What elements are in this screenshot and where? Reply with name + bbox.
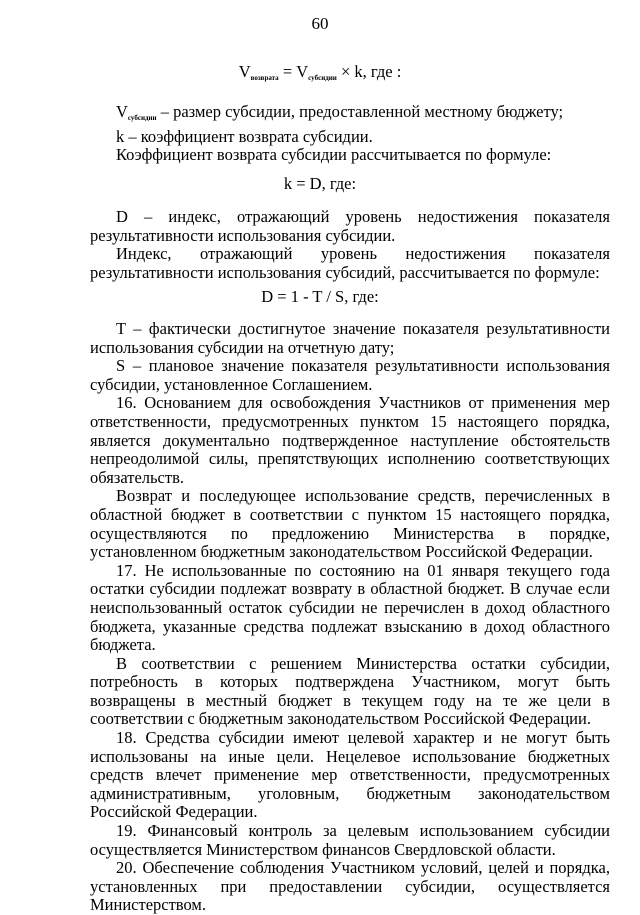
- definitions-block-1: [90, 103, 610, 165]
- definitions-block-2: [90, 208, 610, 282]
- paragraph-19: 19. Финансовый контроль за целевым использованием субсидии осуществляется Министерством финансов Свердловской области.: [90, 821, 610, 859]
- formula-v: V: [238, 62, 251, 81]
- formula-sub-return: возврата: [250, 74, 279, 82]
- def-v-letter: V: [116, 102, 128, 121]
- formula-tail: × k, где :: [336, 62, 402, 81]
- paragraph-20: 20. Обеспечение соблюдения Участником условий, целей и порядка, установленных при предоставлении субсидии, осуществляется Министерством.: [90, 858, 610, 915]
- paragraph-17: 17. Не использованные по состоянию на 01 января текущего года остатки субсидии подлежат возврату в областной бюджет. В случае если неиспользованный остаток субсидии не перечислен в доход областного бюджета, указанные средства подлежат взысканию в доход областного бюджета.: [90, 560, 610, 655]
- main-text-block: [90, 320, 610, 915]
- paragraph-18: 18. Средства субсидии имеют целевой характер и не могут быть использованы на иные цели. Нецелевое использование бюджетных средств влечет применение мер ответственности, предусмотренных административным, уголовным, бюджетным законодательством Российской Федерации.: [90, 728, 610, 822]
- formula-d: D = 1 - T / S, где:: [261, 287, 379, 306]
- def-v-sub: субсидии: [127, 114, 157, 122]
- definition-s: S – плановое значение показателя результативности использования субсидии, установленное Соглашением.: [90, 356, 610, 394]
- formula-sub-subsidy: субсидии: [308, 74, 337, 82]
- definition-t: T – фактически достигнутое значение показателя результативности использования субсидии на отчетную дату;: [90, 319, 610, 357]
- definition-k: k – коэффициент возврата субсидии.: [116, 126, 373, 146]
- k-formula-intro: Коэффициент возврата субсидии рассчитывается по формуле:: [116, 145, 552, 165]
- paragraph-16: 16. Основанием для освобождения Участников от применения мер ответственности, предусмотренных пунктом 15 настоящего порядка, является документально подтвержденное наступление обстоятельств непреодолимой силы, препятствующих исполнению соответствующих обязательств.: [90, 393, 610, 487]
- def-v-text: – размер субсидии, предоставленной местному бюджету;: [156, 102, 564, 121]
- formula-v-return: [0, 62, 640, 82]
- formula-k: k = D, где:: [283, 174, 357, 193]
- definition-v: [90, 103, 610, 128]
- formula-eq: = V: [278, 62, 309, 81]
- page-number: 60: [311, 14, 329, 33]
- paragraph-16-continued: Возврат и последующее использование средств, перечисленных в областной бюджет в соответствии с пунктом 15 настоящего порядка, осуществляются по предложению Министерства в порядке, установленном бюджетным законодательством Российской Федерации.: [90, 486, 610, 562]
- definition-d: D – индекс, отражающий уровень недостижения показателя результативности использования субсидии.: [90, 207, 610, 245]
- paragraph-17-continued: В соответствии с решением Министерства остатки субсидии, потребность в которых подтверждена Участником, могут быть возвращены в местный бюджет в текущем году на те же цели в соответствии с бюджетным законодательством Российской Федерации.: [90, 653, 610, 729]
- d-formula-intro: Индекс, отражающий уровень недостижения показателя результативности использования субсидий, рассчитывается по формуле:: [90, 244, 610, 282]
